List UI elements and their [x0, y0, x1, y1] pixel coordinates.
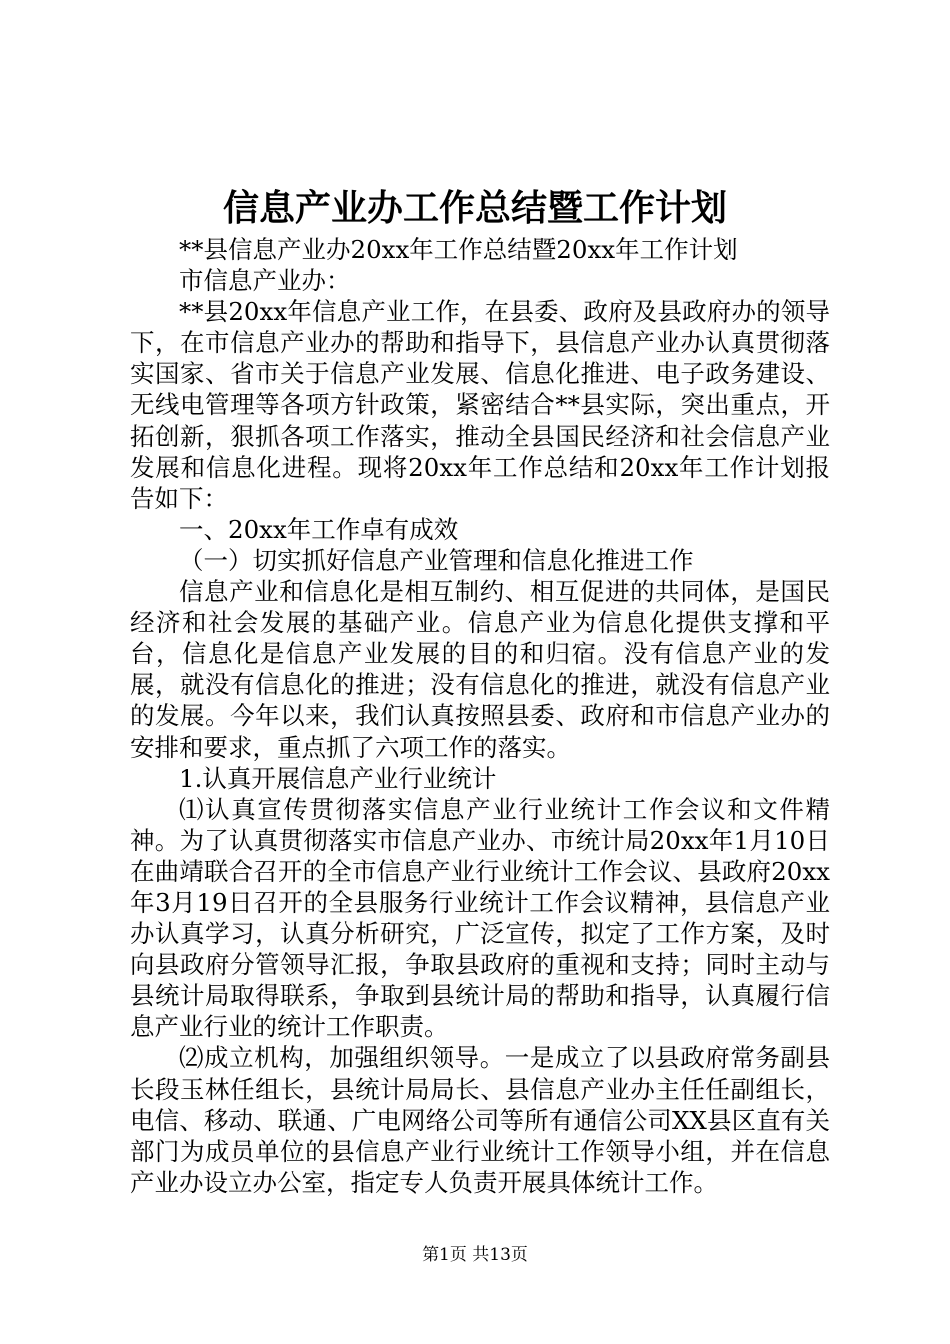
- page-number-footer: 第1页 共13页: [422, 1245, 528, 1265]
- body-paragraph: ⑵成立机构，加强组织领导。一是成立了以县政府常务副县长段玉林任组长，县统计局局长、县信息产业办主任任副组长，电信、移动、联通、广电网络公司等所有通信公司XX县区直有关部门为成员单位的县信息产业行业统计工作领导小组，并在信息产业办设立办公室，指定专人负责开展具体统计工作。: [130, 1043, 830, 1197]
- subsection-heading: （一）切实抓好信息产业管理和信息化推进工作: [179, 545, 694, 575]
- intro-paragraph: **县20xx年信息产业工作，在县委、政府及县政府办的领导下，在市信息产业办的帮助和指导下，县信息产业办认真贯彻落实国家、省市关于信息产业发展、信息化推进、电子政务建设、无线电管理等各项方针政策，紧密结合**县实际，突出重点，开拓创新，狠抓各项工作落实，推动全县国民经济和社会信息产业发展和信息化进程。现将20xx年工作总结和20xx年工作计划报告如下：: [130, 297, 830, 513]
- document-title: 信息产业办工作总结暨工作计划: [222, 187, 727, 229]
- section-heading: 一、20xx年工作卓有成效: [179, 514, 459, 544]
- document-body: [130, 234, 830, 1198]
- document-subtitle: **县信息产业办20xx年工作总结暨20xx年工作计划: [179, 235, 738, 264]
- item-heading: 1.认真开展信息产业行业统计: [179, 763, 497, 793]
- body-paragraph: ⑴认真宣传贯彻落实信息产业行业统计工作会议和文件精神。为了认真贯彻落实市信息产业办、市统计局20xx年1月10日在曲靖联合召开的全市信息产业行业统计工作会议、县政府20xx年3月19日召开的全县服务行业统计工作会议精神，县信息产业办认真学习，认真分析研究，广泛宣传，拟定了工作方案，及时向县政府分管领导汇报，争取县政府的重视和支持；同时主动与县统计局取得联系，争取到县统计局的帮助和指导，认真履行信息产业行业的统计工作职责。: [130, 794, 830, 1042]
- body-paragraph: 信息产业和信息化是相互制约、相互促进的共同体，是国民经济和社会发展的基础产业。信息产业为信息化提供支撑和平台，信息化是信息产业发展的目的和归宿。没有信息产业的发展，就没有信息化的推进；没有信息化的推进，就没有信息产业的发展。今年以来，我们认真按照县委、政府和市信息产业办的安排和要求，重点抓了六项工作的落实。: [130, 577, 830, 762]
- addressee-line: 市信息产业办：: [179, 266, 351, 296]
